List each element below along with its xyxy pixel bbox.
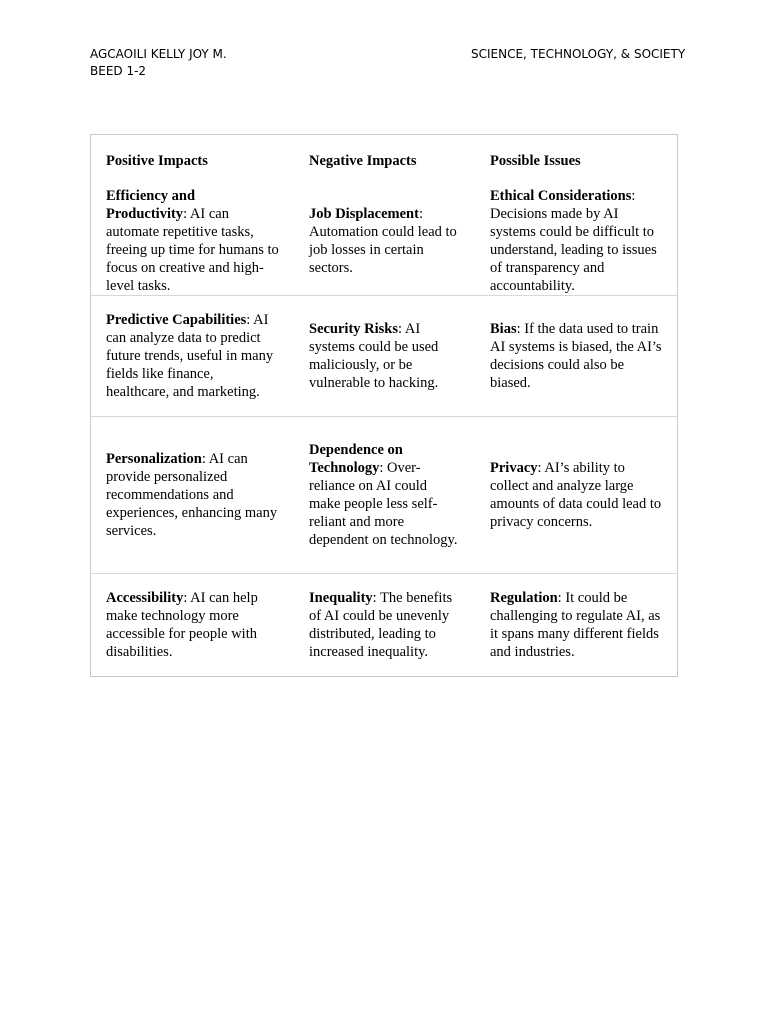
- table-cell: [294, 296, 475, 417]
- cell-text: : Decisions made by AI systems could be difficult to understand, leading to issues of transparency and accountability.: [490, 188, 657, 294]
- cell-term: Bias: [490, 321, 517, 337]
- cell-term: Privacy: [490, 460, 538, 476]
- cell-term: Personalization: [106, 451, 202, 467]
- cell-text: : Automation could lead to job losses in certain sectors.: [309, 206, 457, 276]
- cell-term: Security Risks: [309, 321, 399, 337]
- cell-term: Dependence on Technology: [309, 442, 403, 476]
- course-title: SCIENCE, TECHNOLOGY, & SOCIETY: [471, 47, 686, 61]
- cell-text: : AI can provide personalized recommendations and experiences, enhancing many services.: [106, 451, 278, 539]
- column-header-positive: Positive Impacts: [106, 153, 208, 169]
- table-cell: [475, 417, 678, 574]
- cell-text: : The benefits of AI could be unevenly distributed, leading to increased inequality.: [309, 590, 453, 660]
- column-header-issues: Possible Issues: [490, 153, 581, 169]
- table-row: [91, 417, 678, 574]
- table-cell: [294, 417, 475, 574]
- table-cell: [475, 187, 678, 296]
- table-cell: [91, 417, 295, 574]
- cell-text: : AI’s ability to collect and analyze large amounts of data could lead to privacy concerns.: [490, 460, 662, 530]
- cell-text: : AI systems could be used maliciously, or be vulnerable to hacking.: [309, 321, 439, 391]
- table-cell: [294, 574, 475, 677]
- cell-text: : It could be challenging to regulate AI, as it spans many different fields and industries.: [490, 590, 661, 660]
- author-name: AGCAOILI KELLY JOY M.: [90, 47, 227, 61]
- table-cell: [475, 574, 678, 677]
- table-row: [91, 574, 678, 677]
- cell-text: : AI can help make technology more accessible for people with disabilities.: [106, 590, 258, 660]
- cell-term: Inequality: [309, 590, 373, 606]
- cell-term: Efficiency and Productivity: [106, 188, 196, 222]
- table-cell: [91, 187, 295, 296]
- table-row: [91, 296, 678, 417]
- cell-text: : AI can analyze data to predict future trends, useful in many fields like finance, healthcare, and marketing.: [106, 312, 274, 400]
- cell-term: Predictive Capabilities: [106, 312, 247, 328]
- cell-text: : If the data used to train AI systems is biased, the AI’s decisions could also be biased.: [490, 321, 662, 391]
- cell-term: Regulation: [490, 590, 558, 606]
- table-cell: [475, 296, 678, 417]
- impacts-table: [90, 134, 678, 677]
- author-block: [90, 46, 227, 80]
- cell-text: : AI can automate repetitive tasks, freeing up time for humans to focus on creative and high-level tasks.: [106, 206, 279, 294]
- cell-term: Ethical Considerations: [490, 188, 632, 204]
- table-header-row: [91, 135, 678, 188]
- cell-term: Job Displacement: [309, 206, 419, 222]
- column-header-negative: Negative Impacts: [309, 153, 417, 169]
- cell-text: : Over-reliance on AI could make people less self-reliant and more dependent on technology.: [309, 460, 458, 548]
- table-row: [91, 187, 678, 296]
- table-cell: [91, 296, 295, 417]
- table-cell: [91, 574, 295, 677]
- author-section: BEED 1-2: [90, 64, 147, 78]
- cell-term: Accessibility: [106, 590, 184, 606]
- table-cell: [294, 187, 475, 296]
